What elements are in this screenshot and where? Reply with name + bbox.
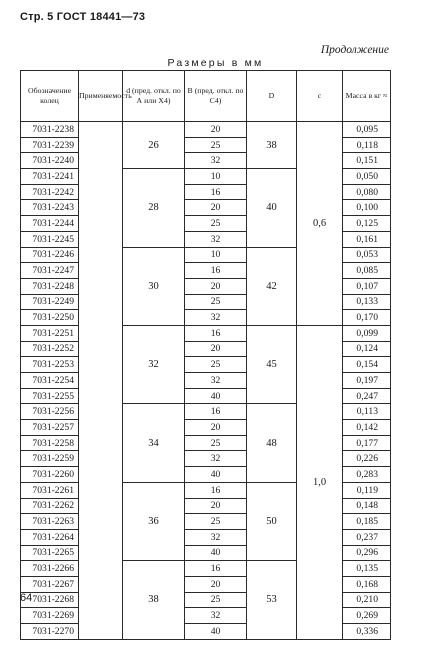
designation-cell: 7031-2268	[21, 592, 79, 608]
mass-cell: 0,080	[343, 184, 391, 200]
d-value-cell: 26	[123, 122, 185, 169]
designation-cell: 7031-2257	[21, 420, 79, 436]
designation-cell: 7031-2256	[21, 404, 79, 420]
designation-cell: 7031-2255	[21, 388, 79, 404]
mass-cell: 0,119	[343, 482, 391, 498]
mass-cell: 0,336	[343, 624, 391, 640]
outer-diameter-cell: 42	[247, 247, 297, 325]
designation-cell: 7031-2253	[21, 357, 79, 373]
b-value-cell: 16	[185, 325, 247, 341]
designation-cell: 7031-2241	[21, 169, 79, 185]
mass-cell: 0,296	[343, 545, 391, 561]
designation-cell: 7031-2259	[21, 451, 79, 467]
b-value-cell: 32	[185, 373, 247, 389]
b-value-cell: 40	[185, 624, 247, 640]
designation-cell: 7031-2250	[21, 310, 79, 326]
b-value-cell: 10	[185, 247, 247, 263]
mass-cell: 0,095	[343, 122, 391, 138]
mass-cell: 0,099	[343, 325, 391, 341]
designation-cell: 7031-2264	[21, 529, 79, 545]
b-value-cell: 40	[185, 467, 247, 483]
b-value-cell: 25	[185, 357, 247, 373]
mass-cell: 0,210	[343, 592, 391, 608]
mass-cell: 0,170	[343, 310, 391, 326]
b-value-cell: 40	[185, 545, 247, 561]
mass-cell: 0,177	[343, 435, 391, 451]
col-header-designation: Обозначение колец	[21, 71, 79, 122]
b-value-cell: 16	[185, 184, 247, 200]
b-value-cell: 32	[185, 153, 247, 169]
designation-cell: 7031-2249	[21, 294, 79, 310]
col-header-outer-diameter: D	[247, 71, 297, 122]
mass-cell: 0,142	[343, 420, 391, 436]
b-value-cell: 20	[185, 576, 247, 592]
mass-cell: 0,283	[343, 467, 391, 483]
mass-cell: 0,053	[343, 247, 391, 263]
b-value-cell: 20	[185, 278, 247, 294]
b-value-cell: 32	[185, 310, 247, 326]
designation-cell: 7031-2260	[21, 467, 79, 483]
mass-cell: 0,100	[343, 200, 391, 216]
mass-cell: 0,237	[343, 529, 391, 545]
mass-cell: 0,118	[343, 137, 391, 153]
designation-cell: 7031-2261	[21, 482, 79, 498]
b-value-cell: 16	[185, 404, 247, 420]
designation-cell: 7031-2258	[21, 435, 79, 451]
designation-cell: 7031-2245	[21, 231, 79, 247]
c-value-cell: 1,0	[297, 325, 343, 639]
table-row	[21, 325, 391, 341]
mass-cell: 0,133	[343, 294, 391, 310]
table-body	[21, 122, 391, 640]
continuation-label: Продолжение	[320, 44, 389, 56]
application-cell	[79, 122, 123, 640]
b-value-cell: 20	[185, 498, 247, 514]
mass-cell: 0,125	[343, 216, 391, 232]
designation-cell: 7031-2246	[21, 247, 79, 263]
b-value-cell: 25	[185, 514, 247, 530]
col-header-b: B (пред. откл. по С4)	[185, 71, 247, 122]
mass-cell: 0,135	[343, 561, 391, 577]
d-value-cell: 38	[123, 561, 185, 639]
outer-diameter-cell: 40	[247, 169, 297, 247]
mass-cell: 0,226	[343, 451, 391, 467]
sizes-caption: Размеры в мм	[167, 57, 264, 69]
designation-cell: 7031-2238	[21, 122, 79, 138]
outer-diameter-cell: 45	[247, 325, 297, 403]
designation-cell: 7031-2270	[21, 624, 79, 640]
d-value-cell: 28	[123, 169, 185, 247]
b-value-cell: 20	[185, 420, 247, 436]
designation-cell: 7031-2248	[21, 278, 79, 294]
designation-cell: 7031-2267	[21, 576, 79, 592]
b-value-cell: 32	[185, 231, 247, 247]
b-value-cell: 25	[185, 435, 247, 451]
mass-cell: 0,148	[343, 498, 391, 514]
page-header: Стр. 5 ГОСТ 18441—73	[20, 11, 146, 23]
designation-cell: 7031-2251	[21, 325, 79, 341]
mass-cell: 0,085	[343, 263, 391, 279]
designation-cell: 7031-2269	[21, 608, 79, 624]
b-value-cell: 25	[185, 592, 247, 608]
designation-cell: 7031-2239	[21, 137, 79, 153]
mass-cell: 0,247	[343, 388, 391, 404]
col-header-mass: Масса в кг ≈	[343, 71, 391, 122]
mass-cell: 0,107	[343, 278, 391, 294]
col-header-d: d (пред. откл. по А или Х4)	[123, 71, 185, 122]
d-value-cell: 36	[123, 482, 185, 560]
designation-cell: 7031-2263	[21, 514, 79, 530]
mass-cell: 0,185	[343, 514, 391, 530]
mass-cell: 0,050	[343, 169, 391, 185]
ring-dimensions-table	[20, 70, 391, 640]
mass-cell: 0,269	[343, 608, 391, 624]
table-row	[21, 122, 391, 138]
b-value-cell: 10	[185, 169, 247, 185]
b-value-cell: 16	[185, 482, 247, 498]
designation-cell: 7031-2252	[21, 341, 79, 357]
outer-diameter-cell: 53	[247, 561, 297, 639]
designation-cell: 7031-2266	[21, 561, 79, 577]
mass-cell: 0,151	[343, 153, 391, 169]
outer-diameter-cell: 48	[247, 404, 297, 482]
outer-diameter-cell: 50	[247, 482, 297, 560]
b-value-cell: 16	[185, 561, 247, 577]
designation-cell: 7031-2240	[21, 153, 79, 169]
page-number: 64	[20, 592, 33, 604]
b-value-cell: 40	[185, 388, 247, 404]
b-value-cell: 25	[185, 216, 247, 232]
designation-cell: 7031-2265	[21, 545, 79, 561]
mass-cell: 0,168	[343, 576, 391, 592]
b-value-cell: 32	[185, 608, 247, 624]
designation-cell: 7031-2243	[21, 200, 79, 216]
designation-cell: 7031-2254	[21, 373, 79, 389]
d-value-cell: 34	[123, 404, 185, 482]
mass-cell: 0,154	[343, 357, 391, 373]
designation-cell: 7031-2244	[21, 216, 79, 232]
b-value-cell: 20	[185, 341, 247, 357]
designation-cell: 7031-2262	[21, 498, 79, 514]
designation-cell: 7031-2247	[21, 263, 79, 279]
outer-diameter-cell: 38	[247, 122, 297, 169]
b-value-cell: 20	[185, 122, 247, 138]
designation-cell: 7031-2242	[21, 184, 79, 200]
col-header-c: c	[297, 71, 343, 122]
b-value-cell: 20	[185, 200, 247, 216]
b-value-cell: 32	[185, 451, 247, 467]
b-value-cell: 25	[185, 137, 247, 153]
c-value-cell: 0,6	[297, 122, 343, 326]
mass-cell: 0,124	[343, 341, 391, 357]
b-value-cell: 16	[185, 263, 247, 279]
b-value-cell: 32	[185, 529, 247, 545]
mass-cell: 0,113	[343, 404, 391, 420]
mass-cell: 0,161	[343, 231, 391, 247]
d-value-cell: 30	[123, 247, 185, 325]
mass-cell: 0,197	[343, 373, 391, 389]
col-header-application: Применяемость	[79, 71, 123, 122]
table-header-row	[21, 71, 391, 122]
b-value-cell: 25	[185, 294, 247, 310]
d-value-cell: 32	[123, 325, 185, 403]
